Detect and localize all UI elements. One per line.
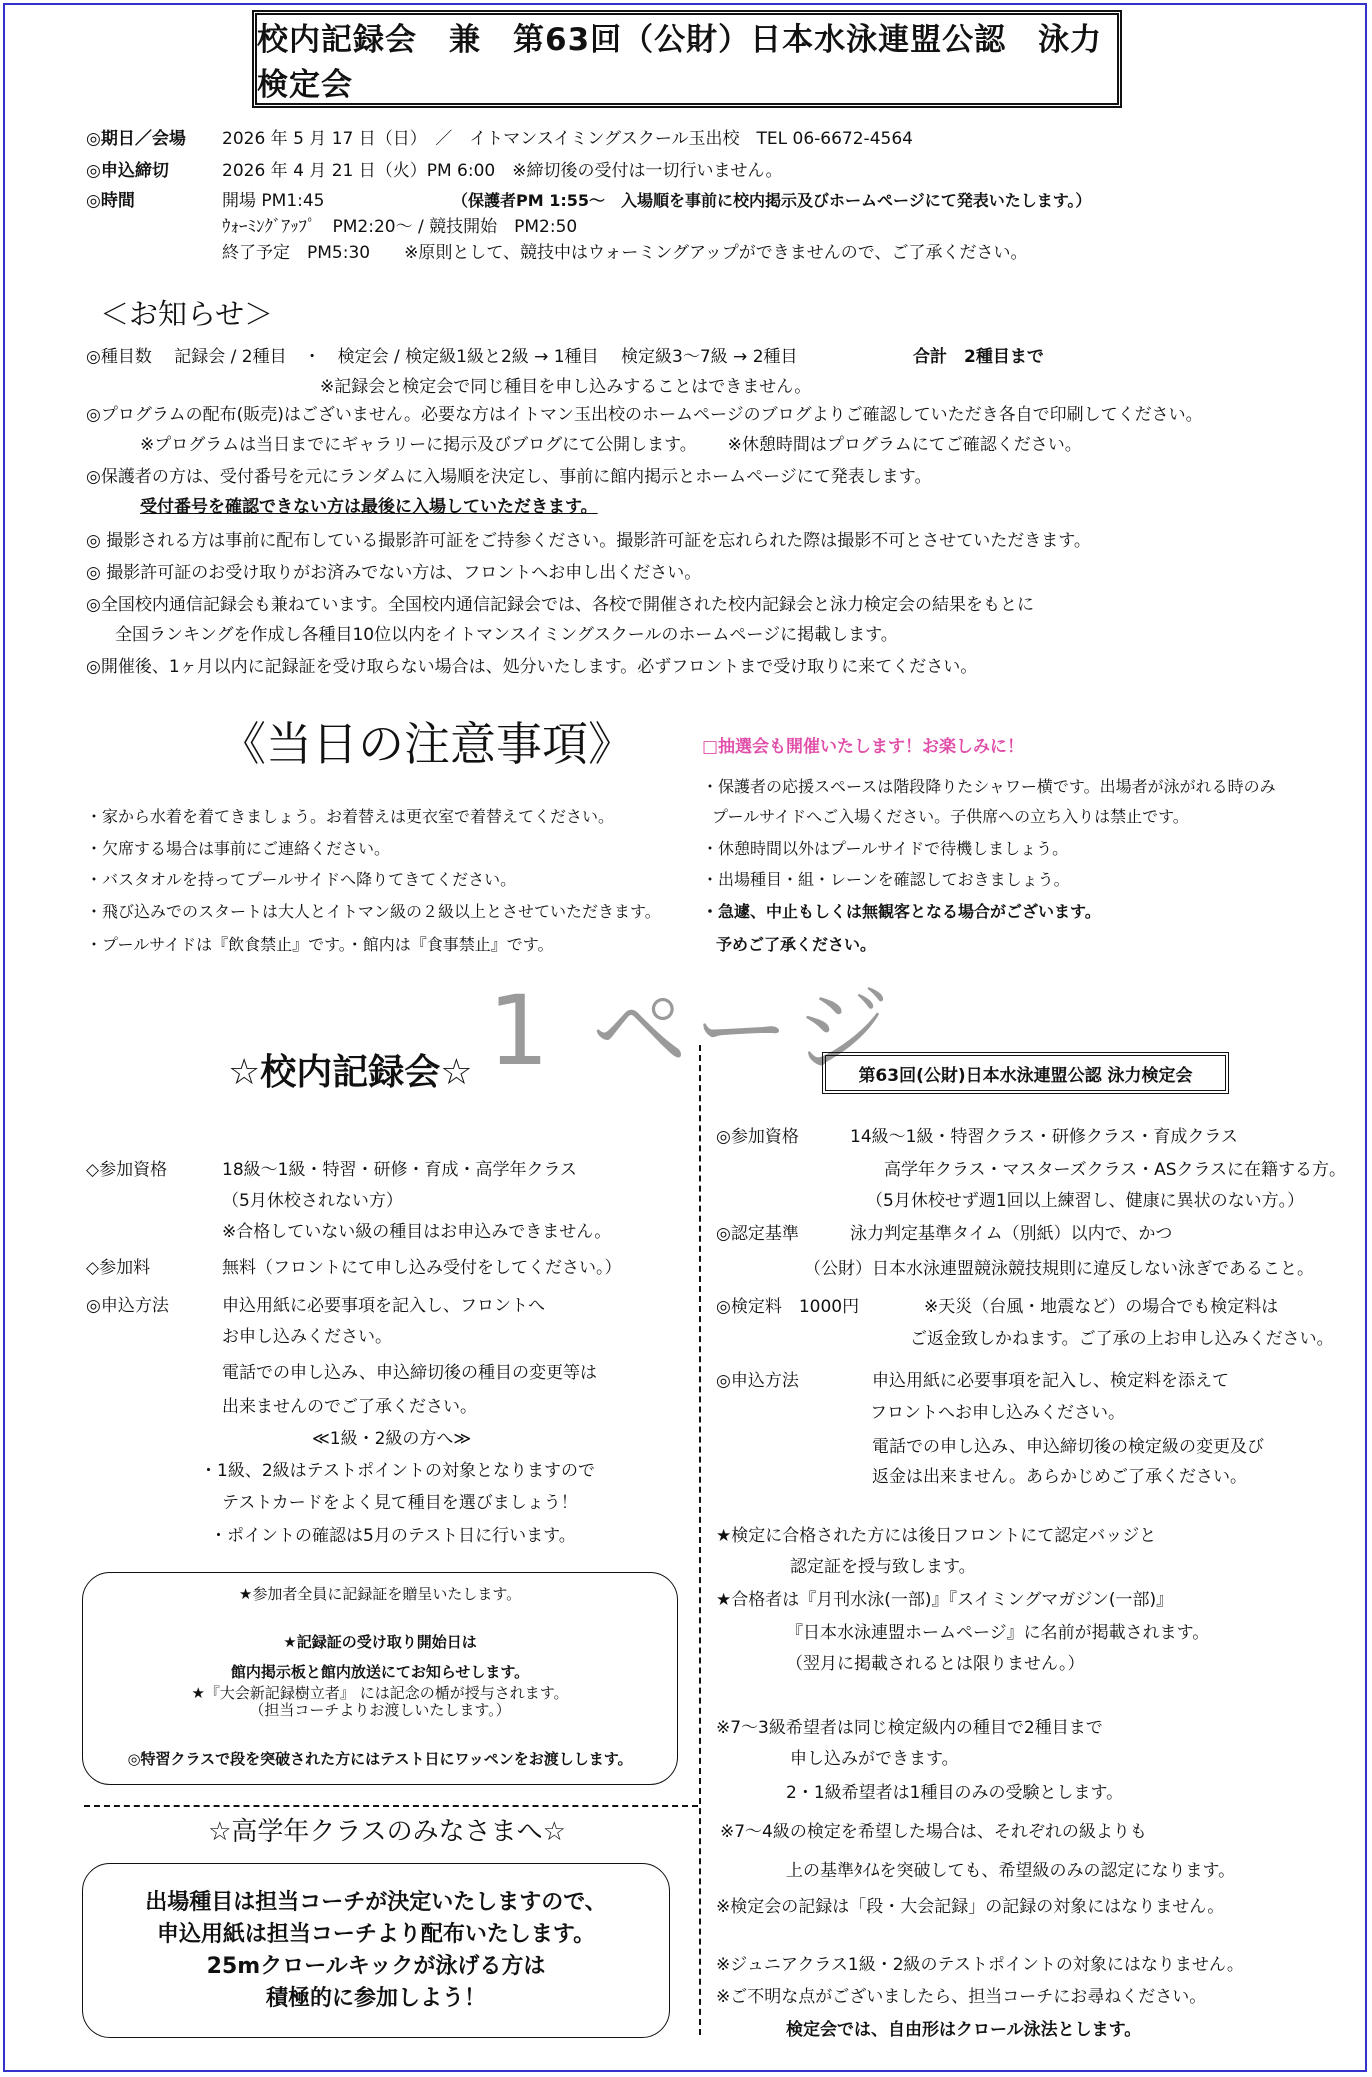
notice-event-total: 合計 2種目まで xyxy=(913,347,1044,367)
record-apply-label: ◎申込方法 xyxy=(86,1296,169,1316)
record-apply: お申し込みください。 xyxy=(222,1327,392,1347)
caution-right-item: ・保護者の応援スペースは階段降りたシャワー横です。出場者が泳がれる時のみ xyxy=(702,777,1276,796)
exam-note: 2・1級希望者は1種目のみの受験とします。 xyxy=(786,1783,1124,1803)
exam-note: ※7～3級希望者は同じ検定級内の種目で2種目まで xyxy=(716,1718,1103,1738)
exam-note: ★検定に合格された方には後日フロントにて認定バッジと xyxy=(716,1526,1157,1546)
notice-line-photo: ◎ 撮影される方は事前に配布している撮影許可証をご持参ください。撮影許可証を忘れられた際は撮影不可とさせていただきます。 xyxy=(86,531,1091,551)
record-qual: 18級～1級・特習・研修・育成・高学年クラス xyxy=(222,1160,577,1180)
section-divider xyxy=(84,1805,698,1807)
exam-apply: 申込用紙に必要事項を記入し、検定料を添えて xyxy=(872,1371,1229,1391)
record-box-text: （担当コーチよりお渡しいたします。） xyxy=(249,1701,511,1719)
notice-line-receipt: 受付番号を確認できない方は最後に入場していただきます。 xyxy=(140,497,598,517)
exam-qual: 高学年クラス・マスターズクラス・ASクラスに在籍する方。 xyxy=(884,1160,1347,1180)
record-apply: 出来ませんのでご了承ください。 xyxy=(222,1397,477,1417)
exam-std-label: ◎認定基準 xyxy=(716,1224,799,1244)
notice-line-program: ◎プログラムの配布(販売)はございません。必要な方はイトマン玉出校のホームページのブログよりご確認していただき各自で印刷してください。 xyxy=(86,405,1203,425)
record-apply: 電話での申し込み、申込締切後の種目の変更等は xyxy=(222,1363,598,1383)
exam-note: 認定証を授与致します。 xyxy=(790,1557,976,1577)
exam-fee: ご返金致しかねます。ご了承の上お申し込みください。 xyxy=(910,1329,1334,1349)
record-box-text: ◎特習クラスで段を突破された方にはテスト日にワッペンをお渡しします。 xyxy=(127,1750,633,1768)
time-warmup: ｳｫｰﾐﾝｸﾞｱｯﾌﾟ PM2:20～ / 競技開始 PM2:50 xyxy=(222,217,578,237)
caution-right-bold: 予めご了承ください。 xyxy=(716,935,877,954)
time-guardian: （保護者PM 1:55～ 入場順を事前に校内掲示及びホームページにて発表いたします。） xyxy=(452,191,1092,210)
notice-line-program-public: ※プログラムは当日までにギャラリーに掲示及びブログにて公開します。 ※休憩時間はプログラムにてご確認ください。 xyxy=(140,435,1082,455)
exam-note: ※検定会の記録は「段・大会記録」の記録の対象にはなりません。 xyxy=(716,1897,1225,1917)
exam-note: 申し込みができます。 xyxy=(790,1749,959,1769)
date-value: 2026 年 5 月 17 日（日） ／ イトマンスイミングスクール玉出校 TEL 06-6672-4564 xyxy=(222,129,913,149)
exam-apply: 電話での申し込み、申込締切後の検定級の変更及び xyxy=(872,1437,1265,1457)
exam-qual: （5月休校せず週1回以上練習し、健康に異状のない方。） xyxy=(866,1191,1305,1211)
caution-heading: 《当日の注意事項》 xyxy=(220,717,634,771)
record-apply: ・1級、2級はテストポイントの対象となりますので xyxy=(200,1461,595,1481)
column-divider xyxy=(699,1045,701,2035)
record-heading: ☆校内記録会☆ xyxy=(228,1052,473,1093)
date-label: ◎期日／会場 xyxy=(86,129,186,149)
exam-note-freestyle: 検定会では、自由形はクロール泳法とします。 xyxy=(786,2020,1142,2040)
upper-line: 申込用紙は担当コーチより配布いたします。 xyxy=(156,1922,596,1947)
notice-line-same-event: ※記録会と検定会で同じ種目を申し込みすることはできません。 xyxy=(320,377,812,397)
upper-line: 積極的に参加しよう！ xyxy=(265,1986,487,2011)
notice-line-guardian: ◎保護者の方は、受付番号を元にランダムに入場順を決定し、事前に館内掲示とホームページにて発表します。 xyxy=(86,467,932,487)
exam-heading: 第63回(公財)日本水泳連盟公認 泳力検定会 xyxy=(822,1052,1229,1094)
time-open: 開場 PM1:45 xyxy=(222,191,325,211)
caution-right-item: プールサイドへご入場ください。子供席への立ち入りは禁止です。 xyxy=(712,807,1189,826)
exam-apply-label: ◎申込方法 xyxy=(716,1371,799,1391)
caution-left-item: ・飛び込みでのスタートは大人とイトマン級の２級以上とさせていただきます。 xyxy=(86,902,661,921)
record-qual-label: ◇参加資格 xyxy=(86,1160,168,1180)
exam-std: 泳力判定基準タイム（別紙）以内で、かつ xyxy=(850,1224,1173,1244)
exam-note: （翌月に掲載されるとは限りません。） xyxy=(786,1654,1085,1674)
page-title: 校内記録会 兼 第63回（公財）日本水泳連盟公認 泳力検定会 xyxy=(252,10,1122,108)
notice-line-photo-permit: ◎ 撮影許可証のお受け取りがお済みでない方は、フロントへお申し出ください。 xyxy=(86,563,702,583)
record-apply: ・ポイントの確認は5月のテスト日に行います。 xyxy=(210,1526,576,1546)
notice-line-national: ◎全国校内通信記録会も兼ねています。全国校内通信記録会では、各校で開催された校内記録会と泳力検定会の結果をもとに xyxy=(86,595,1035,615)
exam-note: 上の基準ﾀｲﾑを突破しても、希望級のみの認定になります。 xyxy=(786,1861,1236,1881)
record-fee-value: 無料（フロントにて申し込み受付をしてください。） xyxy=(222,1258,622,1278)
time-label: ◎時間 xyxy=(86,191,135,211)
record-box-text: ★記録証の受け取り開始日は xyxy=(283,1633,477,1651)
record-apply-grade-note: ≪1級・2級の方へ≫ xyxy=(312,1429,472,1449)
exam-note: ※ご不明な点がございましたら、担当コーチにお尋ねください。 xyxy=(716,1987,1207,2007)
caution-left-item: ・欠席する場合は事前にご連絡ください。 xyxy=(86,839,391,858)
exam-std: （公財）日本水泳連盟競泳競技規則に違反しない泳ぎであること。 xyxy=(804,1259,1314,1279)
exam-fee: ※天災（台風・地震など）の場合でも検定料は xyxy=(924,1297,1279,1317)
exam-note: ※ジュニアクラス1級・2級のテストポイントの対象にはなりません。 xyxy=(716,1955,1244,1975)
record-box-text: ★『大会新記録樹立者』 には記念の楯が授与されます。 xyxy=(191,1684,569,1702)
caution-right-bold: ・急遽、中止もしくは無観客となる場合がございます。 xyxy=(702,902,1101,921)
record-apply: テストカードをよく見て種目を選びましょう！ xyxy=(222,1493,578,1513)
lottery-note: □抽選会も開催いたします！お楽しみに！ xyxy=(702,737,1025,757)
notice-line-event-count: ◎種目数 記録会 / 2種目 ・ 検定会 / 検定級1級と2級 → 1種目 検定級3～7級 → 2種目 xyxy=(86,347,798,367)
exam-qual: 14級～1級・特習クラス・研修クラス・育成クラス xyxy=(850,1127,1238,1147)
page-watermark: 1 ページ xyxy=(488,975,896,1087)
upper-heading: ☆高学年クラスのみなさまへ☆ xyxy=(208,1817,566,1847)
exam-note: ★合格者は『月刊水泳(一部)』『スイミングマガジン(一部)』 xyxy=(716,1590,1174,1610)
exam-note: ※7～4級の検定を希望した場合は、それぞれの級よりも xyxy=(720,1822,1147,1842)
notice-line-ranking: 全国ランキングを作成し各種目10位以内をイトマンスイミングスクールのホームページに掲載します。 xyxy=(115,625,898,645)
exam-fee-label: ◎検定料 1000円 xyxy=(716,1297,860,1317)
deadline-label: ◎申込締切 xyxy=(86,161,169,181)
time-end: 終了予定 PM5:30 ※原則として、競技中はウォーミングアップができませんので、ご了承ください。 xyxy=(222,243,1028,263)
record-qual: ※合格していない級の種目はお申込みできません。 xyxy=(222,1222,612,1242)
record-qual: （5月休校されない方） xyxy=(222,1191,403,1211)
caution-right-item: ・出場種目・組・レーンを確認しておきましょう。 xyxy=(702,870,1070,889)
upper-line: 出場種目は担当コーチが決定いたしますので、 xyxy=(145,1890,607,1915)
record-box-text: ★参加者全員に記録証を贈呈いたします。 xyxy=(238,1585,522,1603)
exam-qual-label: ◎参加資格 xyxy=(716,1127,799,1147)
caution-right-item: ・休憩時間以外はプールサイドで待機しましょう。 xyxy=(702,839,1069,858)
caution-left-item: ・プールサイドは『飲食禁止』です。・館内は『食事禁止』です。 xyxy=(86,935,554,954)
record-apply: 申込用紙に必要事項を記入し、フロントへ xyxy=(222,1296,545,1316)
notice-line-certificate: ◎開催後、1ヶ月以内に記録証を受け取らない場合は、処分いたします。必ずフロントまで受け取りに来てください。 xyxy=(86,657,978,677)
notice-heading: ＜お知らせ＞ xyxy=(100,297,274,331)
upper-line: 25mクロールキックが泳げる方は xyxy=(206,1954,546,1979)
exam-note: 『日本水泳連盟ホームページ』に名前が掲載されます。 xyxy=(786,1623,1210,1643)
deadline-value: 2026 年 4 月 21 日（火）PM 6:00 ※締切後の受付は一切行いません。 xyxy=(222,161,783,181)
caution-left-item: ・家から水着を着てきましょう。お着替えは更衣室で着替えてください。 xyxy=(86,807,615,826)
exam-apply: フロントへお申し込みください。 xyxy=(870,1403,1125,1423)
record-box-text: 館内掲示板と館内放送にてお知らせします。 xyxy=(230,1663,530,1681)
caution-left-item: ・バスタオルを持ってプールサイドへ降りてきてください。 xyxy=(86,870,517,889)
record-fee-label: ◇参加料 xyxy=(86,1258,151,1278)
exam-apply: 返金は出来ません。あらかじめご了承ください。 xyxy=(872,1467,1248,1487)
